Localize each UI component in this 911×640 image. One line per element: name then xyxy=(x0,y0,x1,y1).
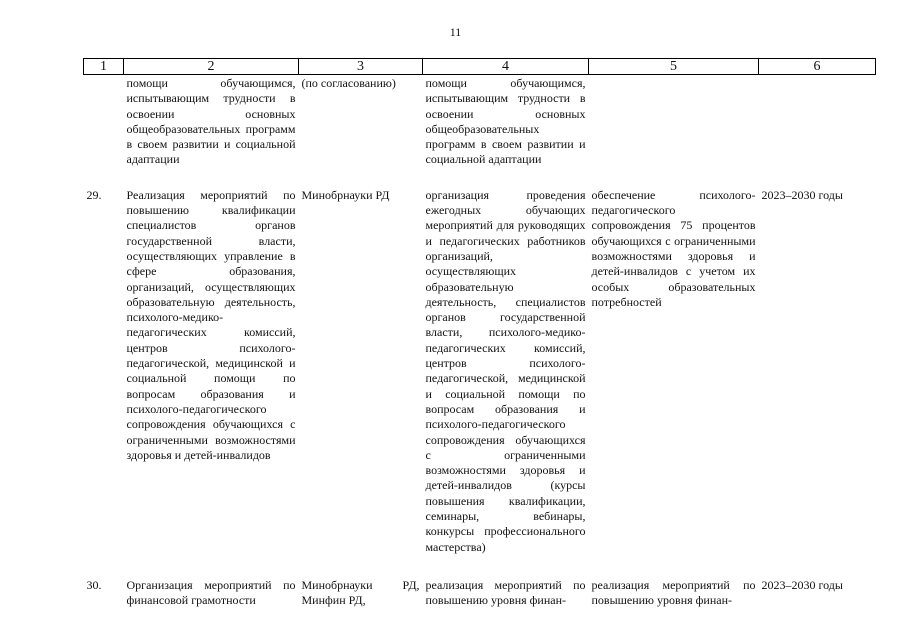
table-row-30 xyxy=(84,569,876,609)
page-number: 11 xyxy=(449,25,462,39)
column-number-row xyxy=(84,59,876,75)
executor-cell: Минобрнауки РД, Минфин РД, xyxy=(301,577,420,608)
column-number-3: 3 xyxy=(299,59,423,75)
term-cell: 2023–2030 годы xyxy=(761,187,843,202)
column-number-1: 1 xyxy=(84,59,124,75)
column-number-6: 6 xyxy=(759,59,876,75)
result-cell xyxy=(589,75,759,182)
row-number xyxy=(84,75,124,182)
column-number-5: 5 xyxy=(589,59,759,75)
table-row-continuation xyxy=(84,75,876,182)
table-row-29 xyxy=(84,182,876,569)
column-number-2: 2 xyxy=(124,59,299,75)
measure-cell: Организация мероприятий по финансовой грамотности xyxy=(126,577,296,608)
result-cell: обеспечение психолого-педагогического сопровождения 75 процентов обучающихся с ограниченными возможностями здоровья и детей-инвалидов с учетом их особых образовательных потребностей xyxy=(591,187,756,309)
result-cell: реализация мероприятий по повышению уровня финан- xyxy=(591,577,756,608)
mechanism-cell: помощи обучающимся, испытывающим трудности в освоении основных общеобразовательных программ в своем развитии и социальной адаптации xyxy=(425,76,586,167)
mechanism-cell: организация проведения ежегодных обучающих мероприятий для руководящих и педагогических работников организаций, осуществляющих образовательную деятельность, специалистов органов государственной власти, психолого-медико-педагогических комиссий, центров психолого-педагогической, медицинской и социальной помощи по вопросам образования и психолого-педагогического сопровождения обучающихся с ограниченными возможностями здоровья и детей-инвалидов (курсы повышения квалификации, семинары, вебинары, конкурсы профессионального мастерства) xyxy=(425,187,586,554)
mechanism-cell: реализация мероприятий по повышению уровня финан- xyxy=(425,577,586,608)
row-number: 30. xyxy=(86,577,102,592)
executor-cell: Минобрнауки РД xyxy=(301,187,390,202)
measure-cell: Реализация мероприятий по повышению квалификации специалистов органов государственной власти, осуществляющих управление в сфере образования, организаций, осуществляющих образовательную деятельность, психолого-медико-педагогических комиссий, центров психолого-педагогической, медицинской и социальной помощи по вопросам образования и психолого-педагогического сопровождения обучающихся с ограниченными возможностями здоровья и детей-инвалидов xyxy=(126,187,296,462)
term-cell xyxy=(759,75,876,182)
measures-table xyxy=(83,58,876,609)
row-number: 29. xyxy=(86,187,102,202)
column-number-4: 4 xyxy=(423,59,589,75)
measure-cell: помощи обучающимся, испытывающим трудности в освоении основных общеобразовательных программ в своем развитии и социальной адаптации xyxy=(126,76,296,167)
term-cell: 2023–2030 годы xyxy=(761,577,843,592)
executor-cell: (по согласованию) xyxy=(301,76,396,90)
